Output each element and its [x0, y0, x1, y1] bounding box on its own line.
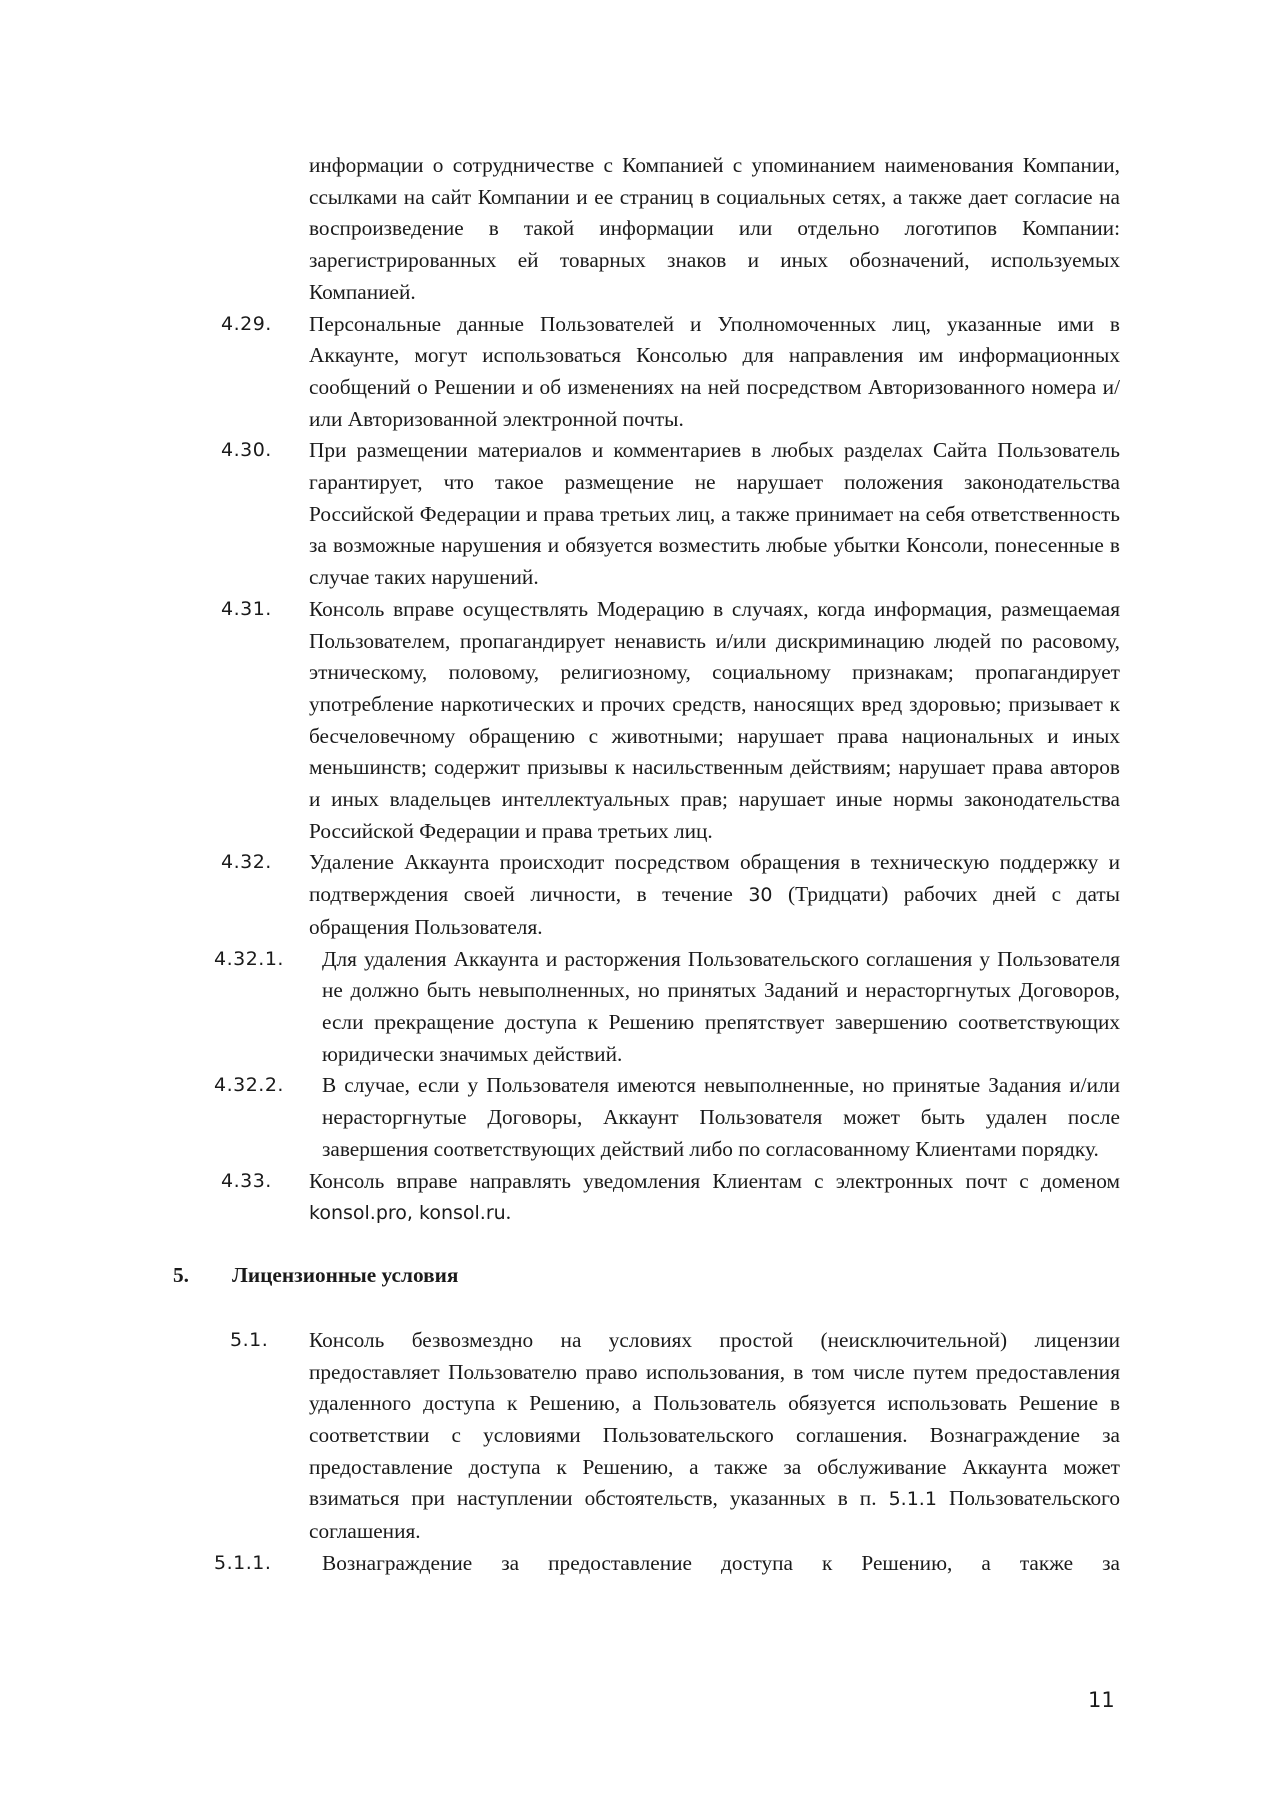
- clause-text-part: (Тридцати) рабочих дней с даты обращения Пользователя.: [309, 882, 1120, 939]
- clause-text-part: Консоль безвозмездно на условиях простой (неисключительной) лицензии предоставляет Пользователю право использования, в том числе путем предоставления удаленного доступа к Решению, а Пользователь обязуется использовать Решение в соответствии с условиями Пользовательского соглашения. Вознаграждение за предоставление доступа к Решению, а также за обслуживание Аккаунта может взиматься при наступлении обстоятельств, указанных в п.: [309, 1327, 1120, 1511]
- clause-reference: 5.1.1: [888, 1488, 937, 1511]
- email-domains: konsol.pro, konsol.ru: [309, 1202, 506, 1225]
- clause-text: В случае, если у Пользователя имеются невыполненные, но принятые Задания и/или нерасторгнутые Договоры, Аккаунт Пользователя может быть удален после завершения соответствующих действий либо по согласованному Клиентами порядку.: [322, 1073, 1120, 1161]
- clause-number: 5.1.1.: [214, 1551, 272, 1574]
- clause-text-part: Консоль вправе направлять уведомления Клиентам с электронных почт с доменом: [309, 1168, 1120, 1193]
- clause-4-32-1: [0, 944, 1120, 1071]
- clause-4-32: [0, 847, 1120, 943]
- section-heading-5: [0, 1260, 1275, 1292]
- clause-number: 4.32.: [221, 851, 272, 874]
- clause-number: 4.33.: [221, 1169, 272, 1192]
- page-number: 11: [1088, 1688, 1115, 1712]
- clause-text-part: Пользовательского соглашения.: [309, 1486, 1121, 1544]
- clause-number: 4.30.: [221, 439, 272, 462]
- section-number: 5.: [173, 1262, 189, 1287]
- clause-text: Персональные данные Пользователей и Уполномоченных лиц, указанные ими в Аккаунте, могут использоваться Консолью для направления им информационных сообщений о Решении и об изменениях на ней посредством Авторизованного номера и/или Авторизованной электронной почты.: [309, 311, 1120, 431]
- clause-text-part: .: [505, 1200, 512, 1225]
- clause-5-1: [0, 1325, 1120, 1548]
- clause-text: Для удаления Аккаунта и расторжения Пользовательского соглашения у Пользователя не должно быть невыполненных, но принятых Заданий и нерасторгнутых Договоров, если прекращение доступа к Решению препятствует завершению соответствующих юридически значимых действий.: [322, 946, 1120, 1066]
- clause-text: Консоль вправе осуществлять Модерацию в случаях, когда информация, размещаемая Пользователем, пропагандирует ненависть и/или дискриминацию людей по расовому, этническому, половому, религиозному, социальному признакам; пропагандирует употребление наркотических и прочих средств, наносящих вред здоровью; призывает к бесчеловечному обращению с животными; нарушает права национальных и иных меньшинств; содержит призывы к насильственным действиям; нарушает права авторов и иных владельцев интеллектуальных прав; нарушает иные нормы законодательства Российской Федерации и права третьих лиц.: [309, 596, 1120, 843]
- clause-number: 4.32.2.: [214, 1074, 284, 1097]
- clause-4-32-2: [0, 1070, 1120, 1165]
- clause-number: 4.29.: [221, 312, 272, 335]
- clause-number: 5.1.: [230, 1328, 269, 1351]
- clause-number: 4.31.: [221, 597, 272, 620]
- clause-text-part: Удаление Аккаунта происходит посредством обращения в техническую поддержку и подтверждения своей личности, в течение: [309, 850, 1120, 907]
- page-content: [0, 150, 1275, 1580]
- clause-4-29: [0, 309, 1120, 436]
- days-count: 30: [748, 884, 773, 907]
- clause-4-30: [0, 435, 1120, 594]
- clause-text: [309, 1325, 1120, 1548]
- clause-4-33: [0, 1166, 1120, 1230]
- clause-text: [309, 847, 1120, 943]
- clause-5-1-1: [0, 1548, 1120, 1580]
- section-title: Лицензионные условия: [232, 1262, 459, 1287]
- clause-text: [309, 1166, 1120, 1230]
- clause-text: При размещении материалов и комментариев в любых разделах Сайта Пользователь гарантирует, что такое размещение не нарушает положения законодательства Российской Федерации и права третьих лиц, а также принимает на себя ответственность за возможные нарушения и обязуется возместить любые убытки Консоли, понесенные в случае таких нарушений.: [309, 438, 1120, 590]
- clause-text: Вознаграждение за предоставление доступа к Решению, а также за: [322, 1550, 1120, 1575]
- intro-paragraph: информации о сотрудничестве с Компанией с упоминанием наименования Компании, ссылками на сайт Компании и ее страниц в социальных сетях, а также дает согласие на воспроизведение в такой информации или отдельно логотипов Компании: зарегистрированных ей товарных знаков и иных обозначений, используемых Компанией.: [309, 153, 1120, 304]
- clause-4-31: [0, 594, 1120, 848]
- clause-number: 4.32.1.: [214, 947, 284, 970]
